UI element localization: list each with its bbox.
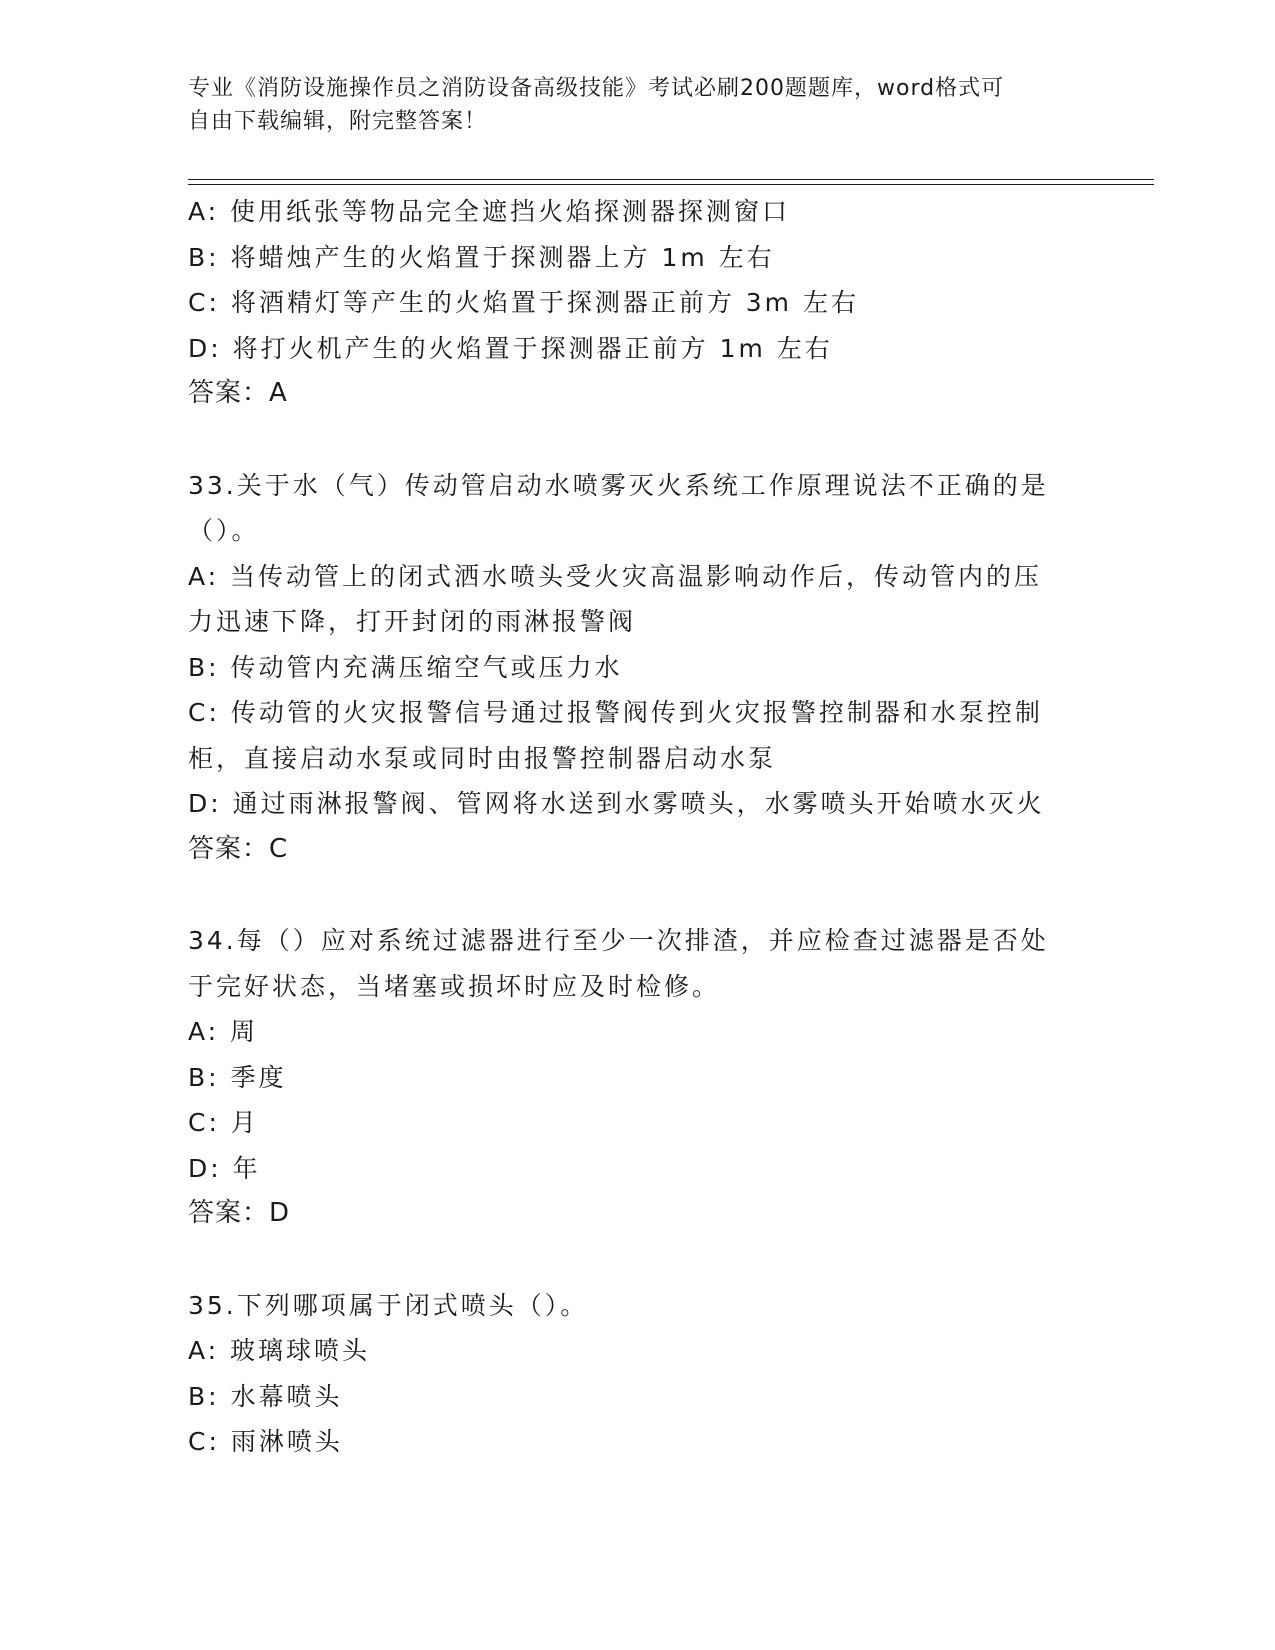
option-d: D: 通过雨淋报警阀、管网将水送到水雾喷头，水雾喷头开始喷水灭火 (188, 789, 1045, 818)
option-b: B: 将蜡烛产生的火焰置于探测器上方 1m 左右 (188, 242, 775, 272)
answer: 答案：D (188, 1198, 291, 1228)
answer: 答案：C (188, 833, 289, 864)
option-d: D: 年 (188, 1153, 261, 1183)
spacer (188, 872, 1088, 918)
question-35 (188, 1283, 1088, 1465)
option-a: A: 周 (188, 1017, 259, 1046)
option-b: B: 季度 (188, 1062, 287, 1092)
option-a: A: 当传动管上的闭式洒水喷头受火灾高温影响动作后，传动管内的压 (188, 561, 1043, 591)
option-b: B: 水幕喷头 (188, 1381, 343, 1411)
header-line-1: 专业《消防设施操作员之消防设备高级技能》考试必刷200题题库，word格式可 (188, 76, 1005, 101)
question-list (188, 189, 1088, 1465)
option-a: A: 玻璃球喷头 (188, 1336, 371, 1365)
question-text: 35.下列哪项属于闭式喷头（）。 (188, 1290, 589, 1320)
page-header (188, 72, 1088, 138)
option-b: B: 传动管内充满压缩空气或压力水 (188, 652, 623, 682)
header-line-2: 自由下载编辑，附完整答案！ (188, 109, 488, 134)
header-divider-bottom (188, 184, 1154, 185)
question-32 (188, 189, 1088, 417)
header-divider-top (188, 179, 1154, 180)
option-c: C: 月 (188, 1108, 259, 1137)
spacer (188, 1237, 1088, 1283)
option-c-continued: 柜，直接启动水泵或同时由报警控制器启动水泵 (188, 743, 777, 773)
answer: 答案：A (188, 378, 288, 408)
option-a-continued: 力迅速下降，打开封闭的雨淋报警阀 (188, 607, 637, 636)
question-text: 33.关于水（气）传动管启动水喷雾灭火系统工作原理说法不正确的是 (188, 470, 1049, 500)
question-text-continued: （）。 (188, 516, 260, 545)
spacer (188, 417, 1088, 463)
question-text: 34.每（）应对系统过滤器进行至少一次排渣，并应检查过滤器是否处 (188, 926, 1049, 955)
option-c: C: 传动管的火灾报警信号通过报警阀传到火灾报警控制器和水泵控制 (188, 698, 1043, 727)
option-d: D: 将打火机产生的火焰置于探测器正前方 1m 左右 (188, 333, 833, 363)
question-text-continued: 于完好状态，当堵塞或损坏时应及时检修。 (188, 971, 721, 1001)
option-a: A: 使用纸张等物品完全遮挡火焰探测器探测窗口 (188, 197, 791, 226)
option-c: C: 雨淋喷头 (188, 1427, 343, 1456)
question-33 (188, 463, 1088, 873)
question-34 (188, 918, 1088, 1237)
option-c: C: 将酒精灯等产生的火焰置于探测器正前方 3m 左右 (188, 288, 859, 317)
